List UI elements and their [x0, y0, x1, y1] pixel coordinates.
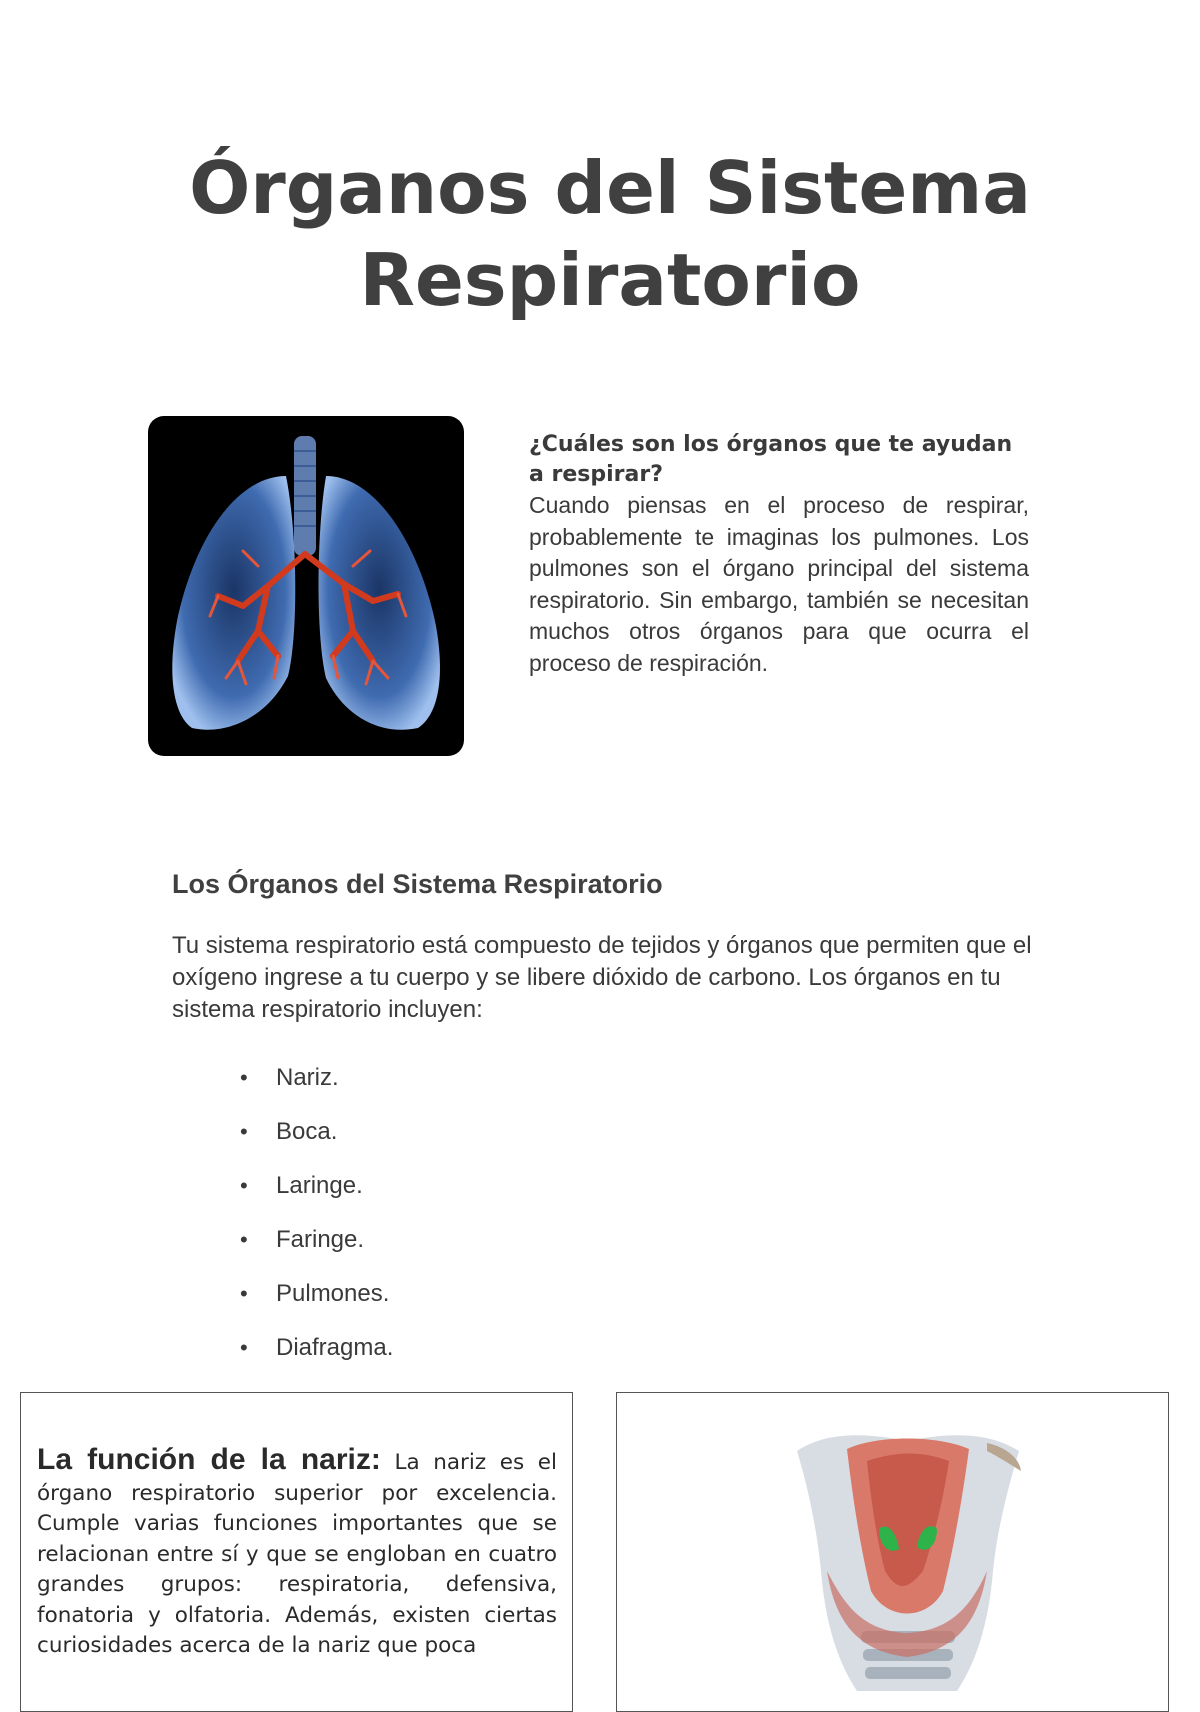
lungs-image [148, 416, 464, 756]
page-title: Órganos del Sistema Respiratorio [189, 146, 1031, 322]
list-item [240, 1276, 393, 1330]
list-item [240, 1114, 393, 1168]
nose-function-box [20, 1392, 573, 1712]
list-item [240, 1060, 393, 1114]
bullet-icon: • [240, 1119, 248, 1144]
larynx-image [757, 1421, 1057, 1711]
list-item [240, 1222, 393, 1276]
list-item [240, 1168, 393, 1222]
intro-body: Cuando piensas en el proceso de respirar, probablemente te imaginas los pulmones. Los pulmones son el órgano principal del sistema respiratorio. Sin embargo, también se necesitan muchos otros órganos para que ocurra el proceso de respiración. [529, 492, 1029, 676]
bullet-icon: • [240, 1173, 248, 1198]
organ-label: Nariz. [276, 1064, 339, 1091]
nose-function-body: La nariz es el órgano respiratorio superior por excelencia. Cumple varias funciones importantes que se relacionan entre sí y que se engloban en cuatro grandes grupos: respiratoria, defensiva, fonatoria y olfatoria. Además, existen ciertas curiosidades acerca de la nariz que poca [37, 1450, 557, 1658]
organ-label: Laringe. [276, 1172, 363, 1199]
bullet-icon: • [240, 1335, 248, 1360]
larynx-image-box [616, 1392, 1169, 1712]
organ-label: Boca. [276, 1118, 338, 1145]
larynx-icon [757, 1421, 1057, 1711]
nose-function-text [37, 1445, 557, 1662]
organ-list [240, 1060, 393, 1384]
organ-label: Diafragma. [276, 1334, 394, 1361]
lungs-icon [148, 416, 464, 756]
organ-label: Pulmones. [276, 1280, 390, 1307]
bullet-icon: • [240, 1065, 248, 1090]
section-intro: Tu sistema respiratorio está compuesto de tejidos y órganos que permiten que el oxígeno ingrese a tu cuerpo y se libere dióxido de carbono. Los órganos en tu sistema respiratorio incluyen: [172, 932, 1032, 1023]
section-heading: Los Órganos del Sistema Respiratorio [172, 869, 663, 899]
organ-label: Faringe. [276, 1226, 365, 1253]
intro-question: ¿Cuáles son los órganos que te ayudan a respirar? [529, 432, 1013, 487]
bullet-icon: • [240, 1227, 248, 1252]
list-item [240, 1330, 393, 1384]
intro-block [529, 430, 1029, 679]
bullet-icon: • [240, 1281, 248, 1306]
nose-function-heading: La función de la nariz: [37, 1443, 381, 1476]
